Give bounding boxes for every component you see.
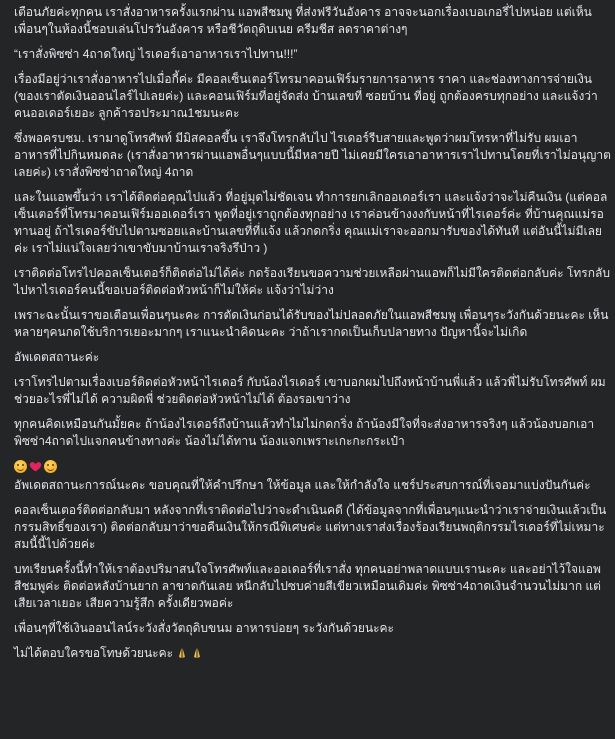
post-paragraph-lesson: บทเรียนครั้งนี้ทำให้เราต้องปริมาสนใจโทรศัพท์และออเดอร์ที่เราสั่ง ทุกคนอย่าพลาดแบบเรานะคะ และอย่าไว้ใจแอพสีชมพูค่ะ ติดต่อหลังบ้านยาก ลาขาดกันเลย หนีกลับไปซบค่ายสีเขียวเหมือนเดิมค่ะ พิซซ่า4ถาดเงินจำนวนไม่มาก แต่เสียเวลาเยอะ เสียความรู้สึก ครั้งเดียวพอค่ะ <box>14 562 601 610</box>
red-heart-icon <box>29 460 42 473</box>
post-paragraph-callcenter: เราติดต่อโทรไปคอลเซ็นเตอร์ก็ติดต่อไม่ได้ค่ะ กดร้องเรียนขอความช่วยเหลือผ่านแอพก็ไม่มีใครติดต่อกลับค่ะ โทรกลับไปหาไรเดอร์คนนี้ขอเบอร์ติดต่อหัวหน้าก็ไม่ให้ค่ะ แจ้งว่าไม่ว่าง <box>14 266 610 297</box>
post-paragraph-missed-call: ซึ่งพอครบชม. เรามาดูโทรศัพท์ มีมิสคอลขึ้น เราจึงโทรกลับไป ไรเดอร์รีบสายและพูดว่าผมโทรหาที่ไม่รับ ผมเอาอาหารที่ไปกินหมดละ (เราสั่งอาหารผ่านแอพอื่นๆแบบนี้มีหลายปี ไม่เคยมีใครเอาอาหารเราไปทานโดยที่เราไม่อนุญาตเลยค่ะ) เราสั่งพิซซ่าถาดใหญ่ 4ถาด <box>14 131 611 179</box>
post-paragraph-story: เรื่องมีอยู่ว่าเราสั่งอาหารไปเมื่อกี้ค่ะ มีคอลเซ็นเตอร์โทรมาคอนเฟิร์มรายการอาหาร ราคา และช่องทางการจ่ายเงิน (ของเราตัดเงินออนไลร์ไปเลยค่ะ) และคอนเฟิร์มที่อยู่จัดส่ง บ้านเลขที่ ซอยบ้าน ที่อยู่ ถูกต้องครบทุกอย่าง และแจ้งว่าคนออเดอร์เยอะ ลูกค้ารอประมาณ1ชมนะคะ <box>14 72 598 120</box>
post-paragraph-app-status: และในแอพขึ้นว่า เราได้ติดต่อคุณไปแล้ว ที่อยู่มุดไม่ชัดเจน ทำการยกเลิกออเดอร์เรา และแจ้งว่าจะไม่คืนเงิน (แต่คอลเซ็นเตอร์ที่โทรมาคอนเฟิร์มออเดอร์เรา พูดที่อยู่เราถูกต้องทุกอย่าง เราค่อนข้างงงกับหน้าที่ไรเดอร์ค่ะ ที่บ้านคุณแม่รอทานอยู่ ถ้าไรเดอร์ขับไปตามซอยและบ้านเลขที่ที่แจ้ง แล้วกดกริ่ง คุณแม่เราจะออกมารับของได้ทันที แต่อันนี้ไม่มีเลยค่ะ เราไม่แน่ใจเลยว่าเขาขับมาบ้านเราจริงรึป่าว ) <box>14 190 608 255</box>
post-paragraph-intro: เตือนภัยค่ะทุกคน เราสั่งอาหารครั้งแรกผ่าน แอพสีชมพู ที่ส่งฟรีวันอังคาร อาจจะนอกเรื่องเบอเกอรี่ไปหน่อย แต่เห็นเพื่อนๆในห้องนี้ชอบเล่นโปรวันอังคาร หรือชีวัตถุดิบเนย ครีมชีส ลดราคาต่างๆ <box>14 5 592 36</box>
post-paragraph-rider-response: เราโทรไปตามเรื่องเบอร์ติดต่อหัวหน้าไรเดอร์ กับน้องไรเดอร์ เขาบอกผมไปถึงหน้าบ้านพี่แล้ว แล้วพี่ไม่รับโทรศัพท์ ผมช่วยอะไรพี่ไม่ได้ ความผิดพี่ ช่วยติดต่อหัวหน้าไม่ได้ ต้องรอเขาว่าง <box>14 375 606 406</box>
smiling-face-icon <box>44 460 57 473</box>
post-paragraph-caution: เพื่อนๆที่ใช้เงินออนไลน์ระวังสั่งวัตถุดิบขนม อาหารบ่อยๆ ระวังกันด้วยนะคะ <box>14 621 394 635</box>
post-paragraph-quote: “เราสั่งพิซซ่า 4ถาดใหญ่ ไรเดอร์เอาอาหารเราไปทาน!!!” <box>14 47 298 61</box>
post-paragraph-question: ทุกคนคิดเหมือนกันมั้ยคะ ถ้าน้องไรเดอร์ถึงบ้านแล้วทำไมไม่กดกริ่ง ถ้าน้องมีใจที่จะส่งอาหารจริงๆ แล้วน้องบอกเอาพิซซ่า4ถาดไปแจกคนข้างทางค่ะ น้องไม่ได้ทาน น้องแจกเพราะเกะกะกระเป๋า <box>14 417 595 448</box>
emoji-row <box>14 458 611 475</box>
smiling-face-icon <box>14 460 27 473</box>
post-paragraph-refund: คอลเซ็นเตอร์ติดต่อกลับมา หลังจากที่เราติดต่อไปว่าจะดำเนินคดี (ได้ข้อมูลจากที่เพื่อนๆแนะนำว่าเราจ่ายเงินแล้วเป็นกรรมสิทธิ์ของเรา) ติดต่อกลับมาว่าขอคืนเงินให้กรณีพิเศษค่ะ แต่ทางเราส่งเรื่องร้องเรียนพฤติกรรมไรเดอร์ที่ไม่เหมาะสมนี้นี้ไปด้วยค่ะ <box>14 503 607 551</box>
apology-text: ไม่ได้ตอบใครขอโทษด้วยนะคะ <box>14 646 174 660</box>
folded-hands-icon <box>192 647 202 659</box>
post-paragraph-update-heading: อัพเดตสถานะค่ะ <box>14 350 100 364</box>
post-paragraph-warning: เพราะฉะนั้นเราขอเตือนเพื่อนๆนะคะ การตัดเงินก่อนได้รับของไม่ปลอดภัยในแอพสีชมพู เพื่อนๆระวังกันด้วยนะคะ เห็นหลายๆคนกดใช้บริการเยอะมากๆ เราแนะนำคิดนะคะ ว่าถ้าเรากดเป็นเก็บปลายทาง ปัญหานี้จะไม่เกิด <box>14 308 609 339</box>
folded-hands-icon <box>177 647 187 659</box>
post-body <box>14 0 611 670</box>
post-paragraph-update-thanks: อัพเดตสถานะการณ์นะคะ ขอบคุณที่ให้คำปรึกษา ให้ข้อมูล และให้กำลังใจ แชร์ประสบการณ์ที่เจอมาแบ่งปันกันค่ะ <box>14 478 591 492</box>
post-paragraph-apology <box>14 645 611 662</box>
